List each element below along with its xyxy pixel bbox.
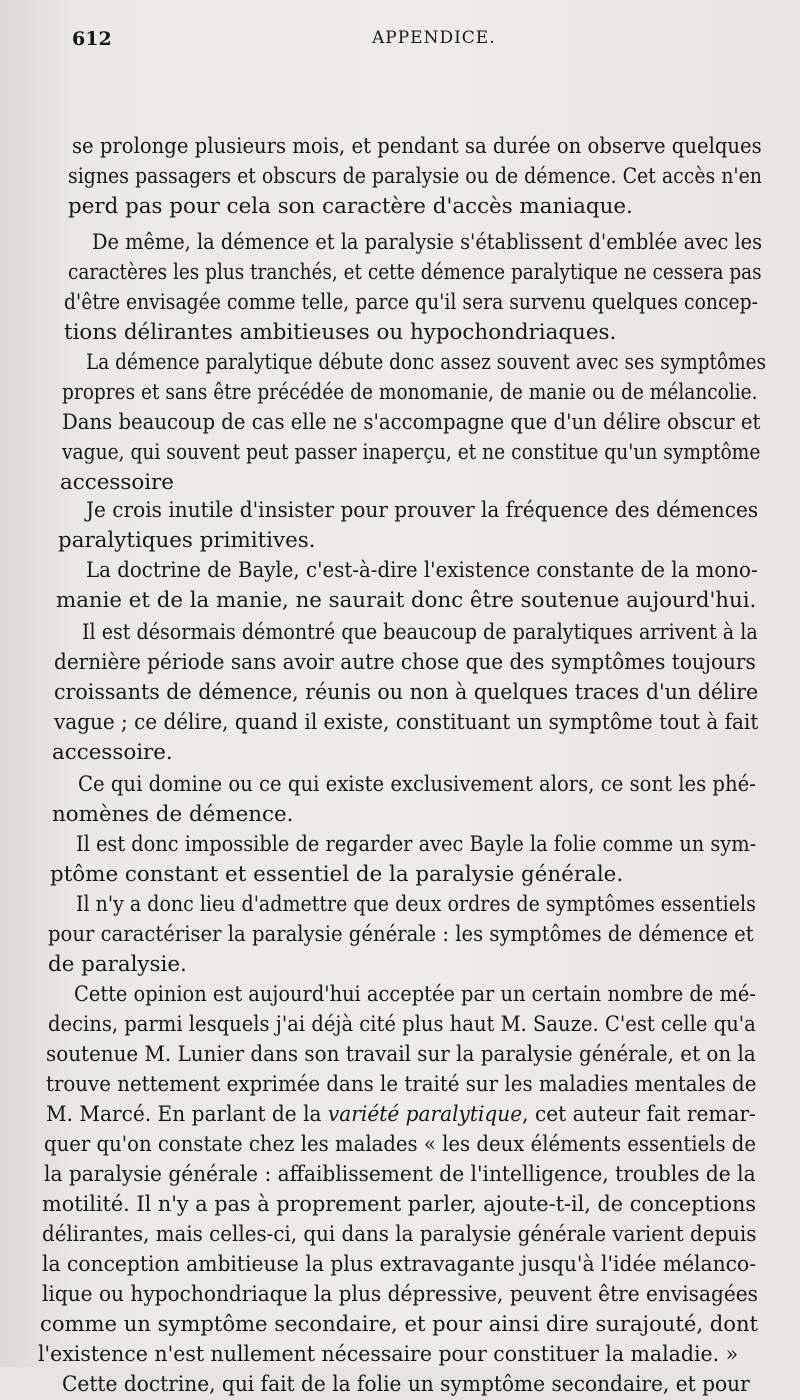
line-text: dernière période sans avoir autre chose que des symptômes toujours bbox=[54, 650, 756, 675]
text-line bbox=[40, 1310, 758, 1340]
line-text: délirantes, mais celles-ci, qui dans la paralysie générale varient depuis bbox=[42, 1222, 757, 1247]
text-line bbox=[78, 770, 756, 800]
text-line bbox=[42, 1220, 756, 1250]
text-line bbox=[54, 648, 756, 678]
text-line bbox=[64, 318, 616, 348]
text-line bbox=[50, 860, 623, 890]
line-text: ptôme constant et essentiel de la paralysie générale. bbox=[50, 862, 624, 887]
text-line bbox=[38, 1340, 738, 1370]
text-line bbox=[44, 1130, 756, 1160]
line-text: pour caractériser la paralysie générale : les symptômes de démence et bbox=[48, 922, 754, 947]
text-line bbox=[56, 586, 756, 616]
text-line bbox=[48, 920, 754, 950]
line-text: propres et sans être précédée de monomanie, de manie ou de mélancolie. bbox=[62, 380, 758, 405]
line-text: vague, qui souvent peut passer inaperçu, et ne constitue qu'un symptôme bbox=[62, 440, 761, 465]
line-text: soutenue M. Lunier dans son travail sur la paralysie générale, et on la bbox=[46, 1042, 756, 1067]
line-text: perd pas pour cela son caractère d'accès maniaque. bbox=[68, 194, 633, 219]
line-text: manie et de la manie, ne saurait donc être soutenue aujourd'hui. bbox=[56, 588, 757, 613]
text-line bbox=[76, 830, 756, 860]
line-text: comme un symptôme secondaire, et pour ainsi dire surajouté, dont bbox=[40, 1312, 759, 1337]
text-line bbox=[68, 162, 762, 192]
text-line bbox=[54, 708, 758, 738]
text-line bbox=[86, 556, 758, 586]
running-title: APPENDICE. bbox=[372, 28, 496, 48]
line-text: d'être envisagée comme telle, parce qu'il sera survenu quelques concep- bbox=[64, 290, 759, 315]
page-header bbox=[72, 28, 772, 60]
line-text: Il est désormais démontré que beaucoup de paralytiques arrivent à la bbox=[82, 620, 758, 645]
line-text: Il est donc impossible de regarder avec Bayle la folie comme un sym- bbox=[76, 832, 757, 857]
page-number: 612 bbox=[72, 28, 112, 50]
text-line bbox=[58, 526, 316, 556]
line-text: Cette doctrine, qui fait de la folie un symptôme secondaire, et pour bbox=[62, 1372, 750, 1397]
text-line bbox=[86, 348, 766, 378]
text-line bbox=[74, 980, 756, 1010]
text-line bbox=[46, 1040, 756, 1070]
text-line bbox=[62, 1370, 750, 1400]
text-line bbox=[42, 1250, 756, 1280]
line-text: accessoire. bbox=[52, 740, 173, 765]
text-line bbox=[48, 1010, 756, 1040]
line-text: croissants de démence, réunis ou non à quelques traces d'un délire bbox=[54, 680, 759, 705]
text-line bbox=[48, 950, 187, 980]
text-line bbox=[72, 132, 762, 162]
line-text: lique ou hypochondriaque la plus dépressive, peuvent être envisagées bbox=[42, 1282, 758, 1307]
line-text: De même, la démence et la paralysie s'établissent d'emblée avec les bbox=[92, 230, 763, 255]
line-text: quer qu'on constate chez les malades « les deux éléments essentiels de bbox=[44, 1132, 757, 1157]
text-line bbox=[42, 1280, 758, 1310]
line-text: accessoire bbox=[60, 470, 174, 495]
text-line bbox=[62, 378, 758, 408]
line-text: la paralysie générale : affaiblissement de l'intelligence, troubles de la bbox=[44, 1162, 756, 1187]
text-line bbox=[52, 800, 293, 830]
text-line bbox=[64, 288, 758, 318]
text-line bbox=[54, 678, 758, 708]
text-line bbox=[46, 1070, 756, 1100]
line-text: M. Marcé. En parlant de la bbox=[46, 1102, 328, 1127]
line-text: decins, parmi lesquels j'ai déjà cité plus haut M. Sauze. C'est celle qu'a bbox=[48, 1012, 756, 1037]
text-line bbox=[42, 1190, 756, 1220]
line-text: caractères les plus tranchés, et cette démence paralytique ne cessera pas bbox=[68, 260, 762, 285]
text-line bbox=[62, 408, 760, 438]
line-text: La doctrine de Bayle, c'est-à-dire l'existence constante de la mono- bbox=[86, 558, 758, 583]
text-line bbox=[62, 438, 760, 468]
text-line bbox=[82, 618, 758, 648]
line-text: La démence paralytique débute donc assez souvent avec ses symptômes bbox=[86, 350, 767, 375]
line-text-continued: , cet auteur fait remar- bbox=[522, 1102, 756, 1127]
line-text: de paralysie. bbox=[48, 952, 187, 977]
line-text: Cette opinion est aujourd'hui acceptée par un certain nombre de mé- bbox=[74, 982, 756, 1007]
line-text: signes passagers et obscurs de paralysie ou de démence. Cet accès n'en bbox=[68, 164, 762, 189]
text-line bbox=[92, 228, 762, 258]
text-line bbox=[60, 468, 174, 498]
text-line bbox=[52, 738, 173, 768]
italic-phrase: variété paralytique bbox=[327, 1102, 523, 1127]
text-line bbox=[46, 1100, 756, 1130]
line-text: Il n'y a donc lieu d'admettre que deux ordres de symptômes essentiels bbox=[76, 892, 756, 917]
line-text: Je crois inutile d'insister pour prouver la fréquence des démences bbox=[86, 498, 759, 523]
line-text: Dans beaucoup de cas elle ne s'accompagne que d'un délire obscur et bbox=[62, 410, 761, 435]
text-line bbox=[86, 496, 758, 526]
line-text: trouve nettement exprimée dans le traité sur les maladies mentales de bbox=[46, 1072, 757, 1097]
line-text: la conception ambitieuse la plus extravagante jusqu'à l'idée mélanco- bbox=[42, 1252, 757, 1277]
line-text: motilité. Il n'y a pas à proprement parler, ajoute-t-il, de conceptions bbox=[42, 1192, 757, 1217]
line-text: paralytiques primitives. bbox=[58, 528, 316, 553]
text-line bbox=[68, 258, 762, 288]
text-line bbox=[76, 890, 756, 920]
text-line bbox=[68, 192, 633, 222]
line-text: se prolonge plusieurs mois, et pendant sa durée on observe quelques bbox=[72, 134, 762, 159]
line-text: Ce qui domine ou ce qui existe exclusivement alors, ce sont les phé- bbox=[78, 772, 756, 797]
line-text: l'existence n'est nullement nécessaire pour constituer la maladie. » bbox=[38, 1342, 739, 1367]
line-text: tions délirantes ambitieuses ou hypochondriaques. bbox=[64, 320, 617, 345]
line-text: nomènes de démence. bbox=[52, 802, 294, 827]
text-line bbox=[44, 1160, 756, 1190]
line-text: vague ; ce délire, quand il existe, constituant un symptôme tout à fait bbox=[54, 710, 759, 735]
